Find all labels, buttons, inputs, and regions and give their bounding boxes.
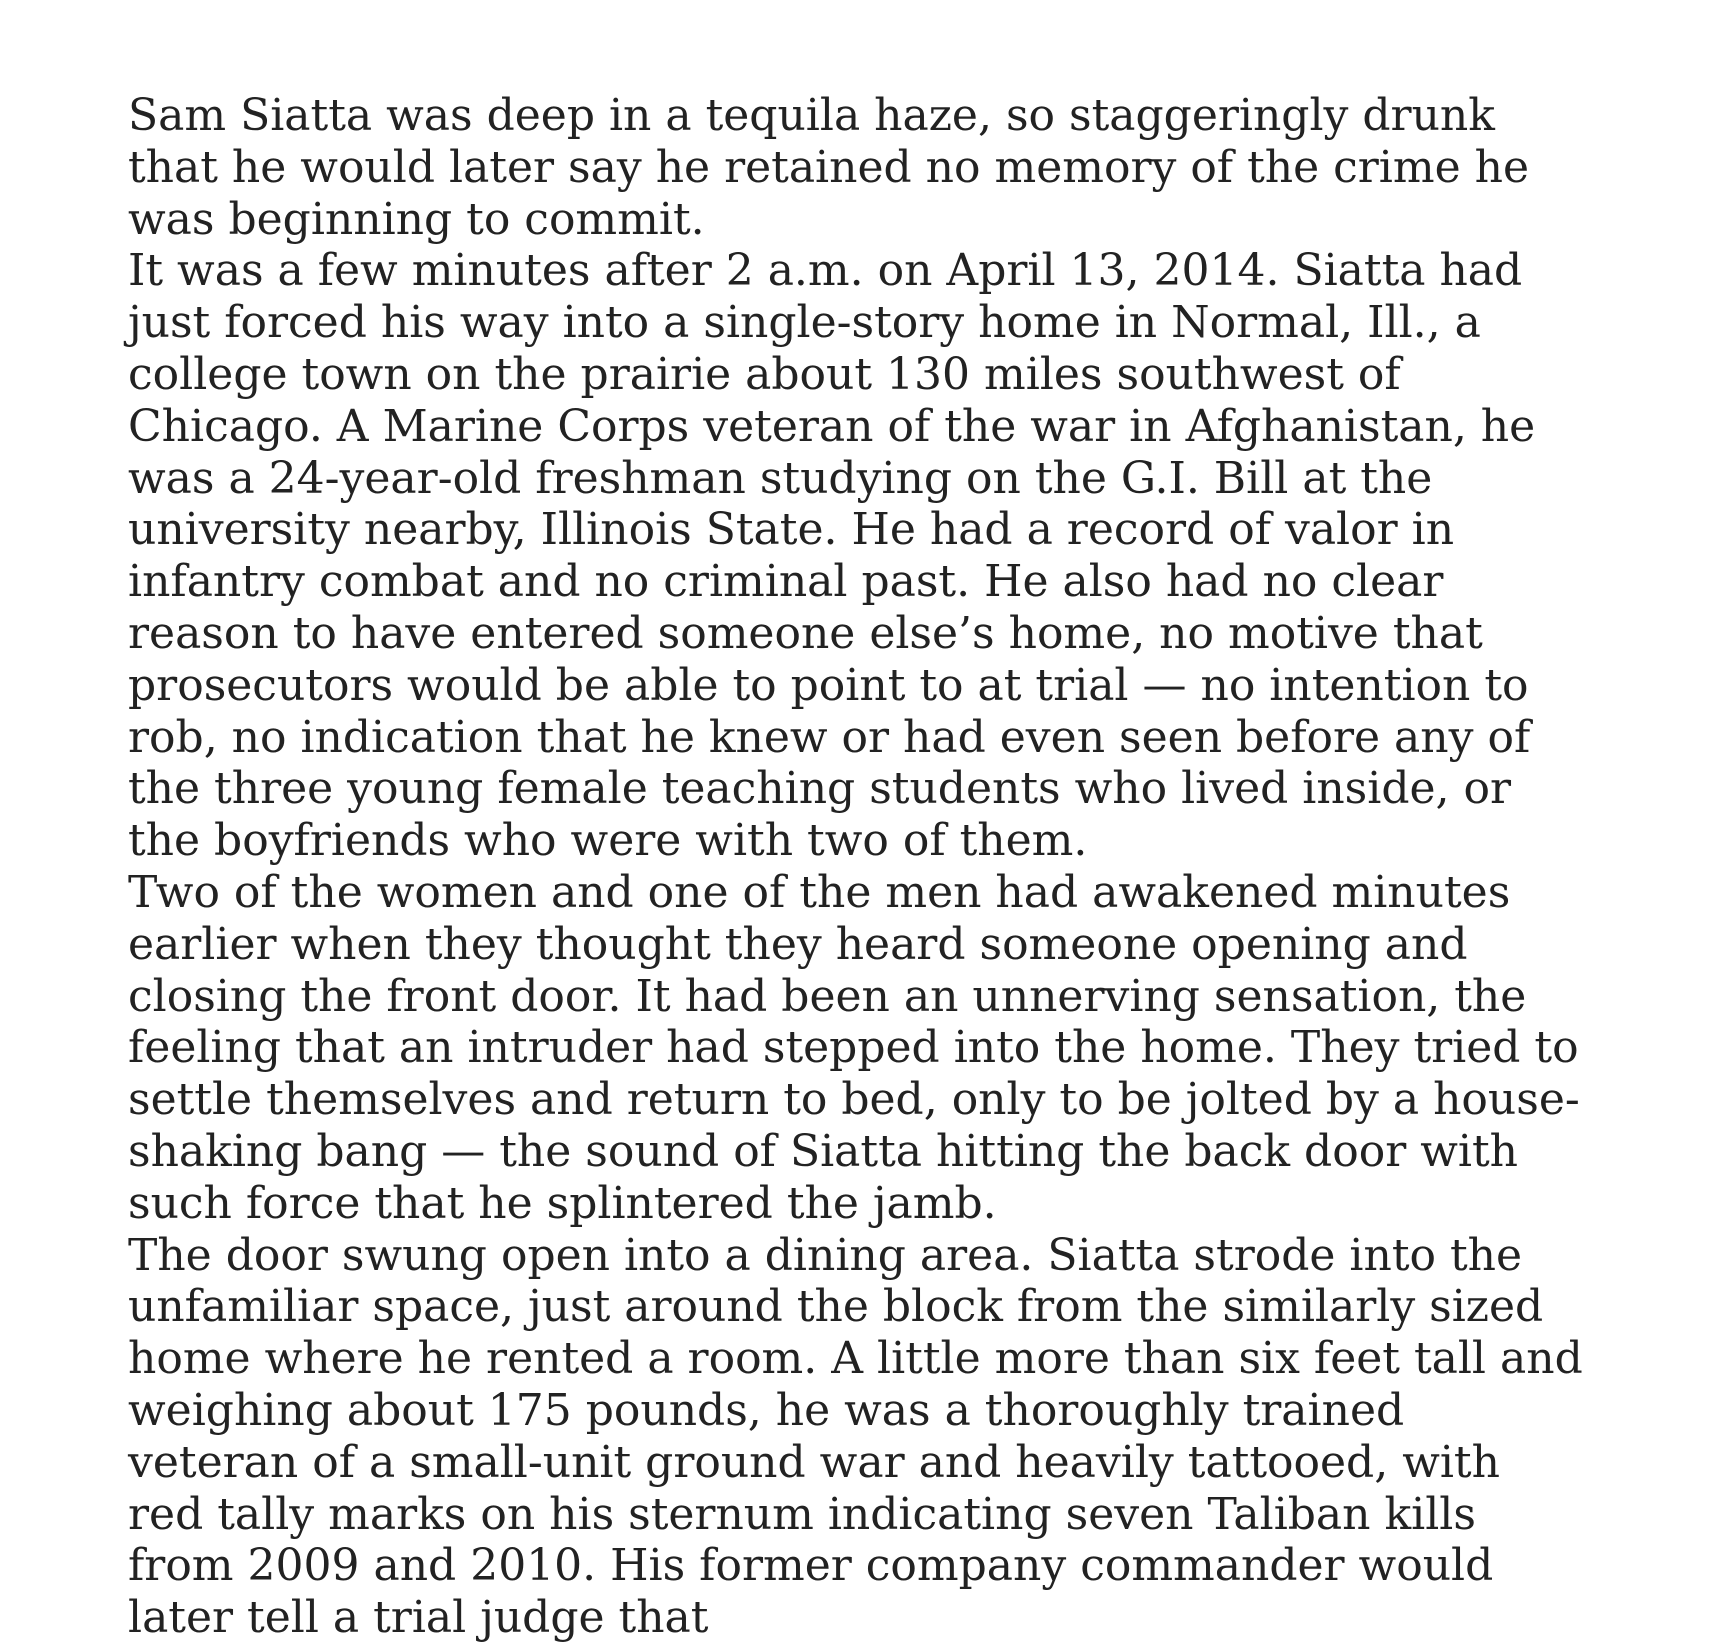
paragraph-1: Sam Siatta was deep in a tequila haze, so staggeringly drunk that he would later say he retained no memory of the crime he was beginning to commit. bbox=[128, 90, 1529, 245]
paragraph-2: It was a few minutes after 2 a.m. on April 13, 2014. Siatta had just forced his way into a single-story home in Normal, Ill., a college town on the prairie about 130 miles southwest of Chicago. A Marine Corps veteran of the war in Afghanistan, he was a 24-year-old freshman studying on the G.I. Bill at the university nearby, Illinois State. He had a record of valor in infantry combat and no criminal past. He also had no clear reason to have entered someone else’s home, no motive that prosecutors would be able to point to at trial — no intention to rob, no indication that he knew or had even seen before any of the three young female teaching students who lived inside, or the boyfriends who were with two of them. bbox=[128, 245, 1536, 867]
article-body bbox=[128, 90, 1588, 1644]
paragraph-3: Two of the women and one of the men had awakened minutes earlier when they thought they heard someone opening and closing the front door. It had been an unnerving sensation, the feeling that an intruder had stepped into the home. They tried to settle themselves and return to bed, only to be jolted by a house-shaking bang — the sound of Siatta hitting the back door with such force that he splintered the jamb. bbox=[128, 866, 1580, 1229]
paragraph-4: The door swung open into a dining area. Siatta strode into the unfamiliar space, just around the block from the similarly sized home where he rented a room. A little more than six feet tall and weighing about 175 pounds, he was a thoroughly trained veteran of a small-unit ground war and heavily tattooed, with red tally marks on his sternum indicating seven Taliban kills from 2009 and 2010. His former company commander would later tell a trial judge that bbox=[128, 1229, 1583, 1644]
